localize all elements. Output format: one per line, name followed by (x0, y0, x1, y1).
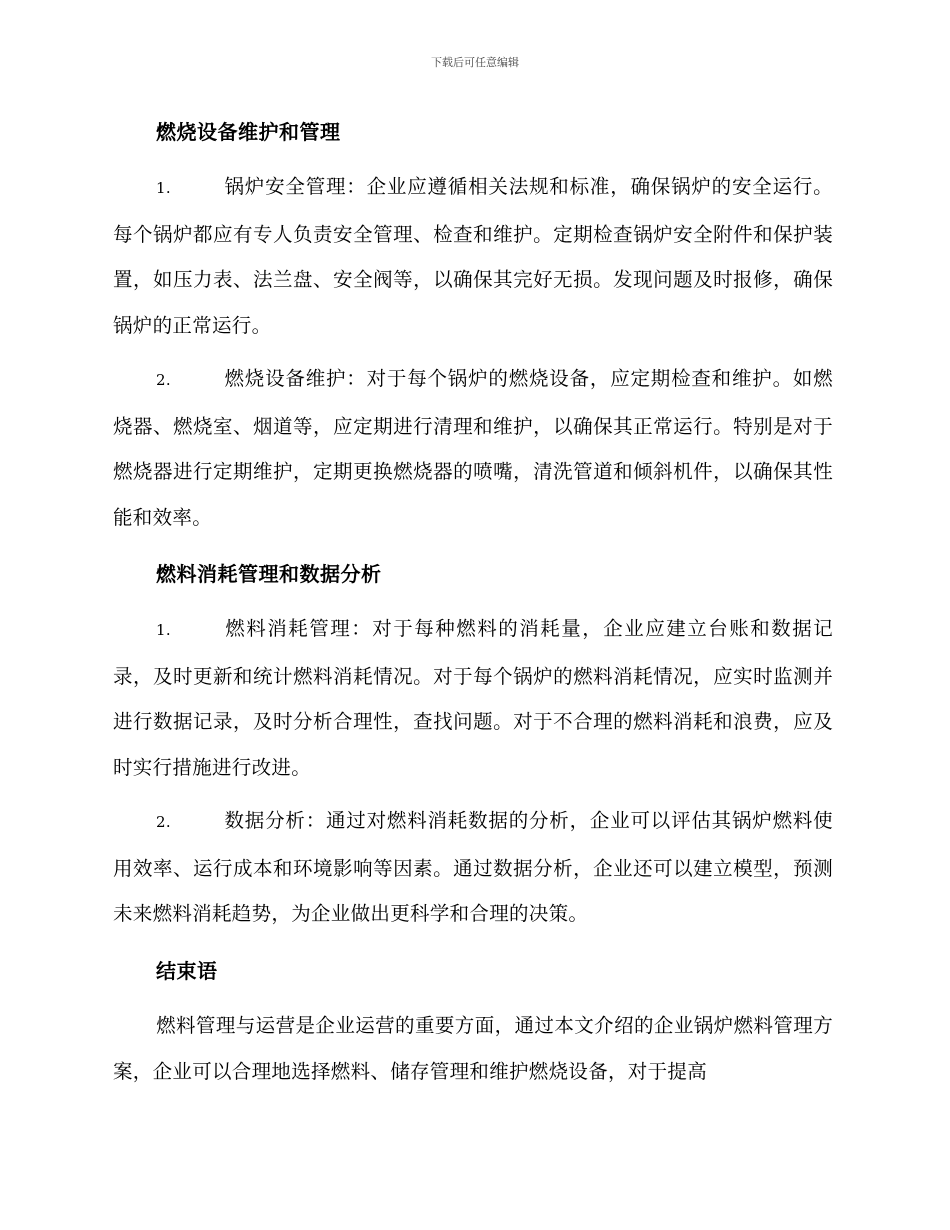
paragraph-combustion-equipment (113, 356, 833, 540)
paragraph-data-analysis (113, 798, 833, 937)
paragraph-text: 燃料消耗管理：对于每种燃料的消耗量，企业应建立台账和数据记录，及时更新和统计燃料消耗情况。对于每个锅炉的燃料消耗情况，应实时监测并进行数据记录，及时分析合理性，查找问题。对于不合理的燃料消耗和浪费，应及时实行措施进行改进。 (113, 617, 833, 779)
paragraph-text: 锅炉安全管理：企业应遵循相关法规和标准，确保锅炉的安全运行。每个锅炉都应有专人负责安全管理、检查和维护。定期检查锅炉安全附件和保护装置，如压力表、法兰盘、安全阀等，以确保其完好无损。发现问题及时报修，确保锅炉的正常运行。 (113, 175, 833, 337)
list-number: 2. (156, 371, 171, 389)
page-header: 下载后可任意编辑 (431, 56, 519, 69)
list-number: 1. (156, 179, 171, 197)
list-number: 2. (156, 813, 171, 831)
paragraph-boiler-safety (113, 164, 833, 348)
paragraph-text: 燃料管理与运营是企业运营的重要方面，通过本文介绍的企业锅炉燃料管理方案，企业可以合理地选择燃料、储存管理和维护燃烧设备，对于提高 (113, 1014, 833, 1083)
section-heading-fuel-consumption: 燃料消耗管理和数据分析 (156, 562, 382, 586)
paragraph-fuel-consumption-management (113, 606, 833, 790)
section-heading-combustion-maintenance: 燃烧设备维护和管理 (156, 120, 341, 144)
section-heading-conclusion: 结束语 (156, 959, 218, 983)
paragraph-text: 数据分析：通过对燃料消耗数据的分析，企业可以评估其锅炉燃料使用效率、运行成本和环境影响等因素。通过数据分析，企业还可以建立模型，预测未来燃料消耗趋势，为企业做出更科学和合理的决策。 (113, 809, 833, 925)
paragraph-text: 燃烧设备维护：对于每个锅炉的燃烧设备，应定期检查和维护。如燃烧器、燃烧室、烟道等，应定期进行清理和维护，以确保其正常运行。特别是对于燃烧器进行定期维护，定期更换燃烧器的喷嘴，清洗管道和倾斜机件，以确保其性能和效率。 (113, 367, 833, 529)
paragraph-conclusion (113, 1003, 833, 1094)
list-number: 1. (156, 621, 171, 639)
